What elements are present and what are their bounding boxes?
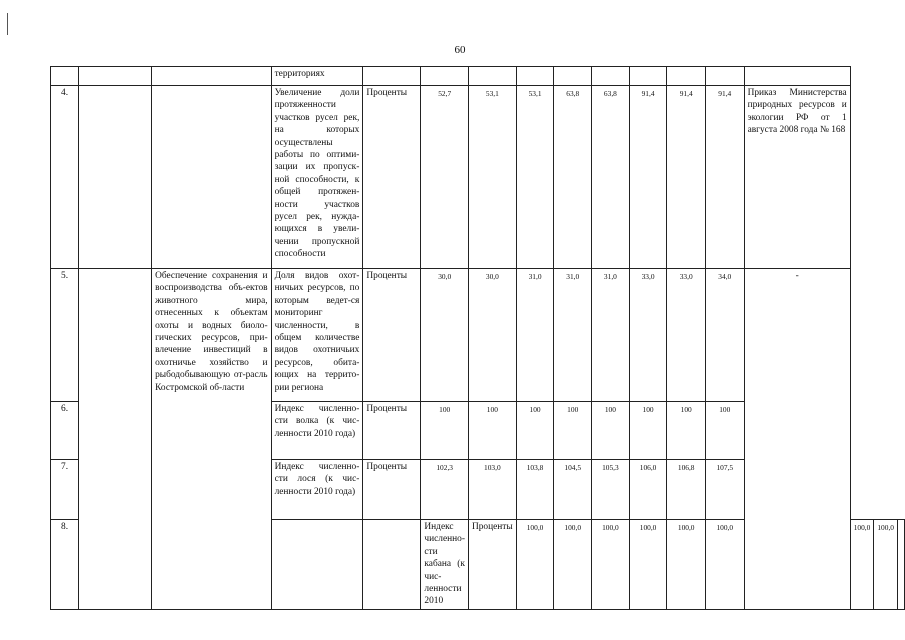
value-cell: 34,0	[705, 269, 744, 402]
value-cell: 100,0	[667, 520, 706, 610]
value-cell: 31,0	[592, 269, 630, 402]
value-cell: 100	[705, 402, 744, 460]
row-number	[51, 67, 79, 86]
value-cell: 104,5	[554, 460, 592, 520]
value-cell	[554, 67, 592, 86]
indicator-cell: Индекс численно-сти лося (к чис-ленности 2010 года)	[271, 460, 363, 520]
value-cell: 100	[667, 402, 706, 460]
row-number: 5.	[51, 269, 79, 402]
value-cell: 100,0	[850, 520, 874, 610]
program-cell	[79, 67, 152, 86]
task-cell: Обеспечение сохранения и воспроизводства объ-ектов животного мира, отнесенных к объектам охоты и водных биоло-гических ресурсов, при-влечение инвестиций в охотничье хозяйство и рыбодобывающую от-расль Костромской об-ласти	[152, 269, 271, 610]
value-cell: 52,7	[421, 86, 469, 269]
value-cell: 100,0	[629, 520, 667, 610]
value-cell	[705, 67, 744, 86]
value-cell: 91,4	[667, 86, 706, 269]
value-cell: 53,1	[516, 86, 554, 269]
unit-cell: Проценты	[363, 460, 421, 520]
value-cell: 63,8	[554, 86, 592, 269]
indicator-cell: Доля видов охот-ничьих ресурсов, по которым ведет-ся мониторинг численности, в общем количестве видов охотничьих ресурсов, обита-ющих на террито-рии региона	[271, 269, 363, 402]
value-cell: 100	[516, 402, 554, 460]
source-cell	[744, 67, 850, 86]
value-cell: 63,8	[592, 86, 630, 269]
value-cell: 103,0	[468, 460, 516, 520]
page-number: 60	[454, 44, 466, 56]
source-cell: Приказ Министерства природных ресурсов и экологии РФ от 1 августа 2008 года № 168	[744, 86, 850, 269]
row-number: 7.	[51, 460, 79, 520]
value-cell: 100,0	[592, 520, 630, 610]
program-cell	[79, 86, 152, 269]
value-cell: 100	[629, 402, 667, 460]
value-cell: 31,0	[516, 269, 554, 402]
value-cell: 100	[421, 402, 469, 460]
task-cell	[152, 67, 271, 86]
value-cell	[468, 67, 516, 86]
value-cell: 100	[554, 402, 592, 460]
value-cell	[667, 67, 706, 86]
task-cell	[363, 520, 421, 610]
unit-cell: Проценты	[468, 520, 516, 610]
indicator-cell: Увеличение доли протяженности участков русел рек, на которых осуществлены работы по оптими-зации их пропуск-ной способности, к общей протяжен-ности участков русел рек, нужда-ющихся в увели-чении пропускной способности	[271, 86, 363, 269]
value-cell: 106,8	[667, 460, 706, 520]
indicator-cell: Индекс численно-сти волка (к чис-ленности 2010 года)	[271, 402, 363, 460]
value-cell: 107,5	[705, 460, 744, 520]
value-cell: 91,4	[629, 86, 667, 269]
value-cell: 103,8	[516, 460, 554, 520]
program-cell	[79, 269, 152, 610]
table-row	[51, 67, 905, 86]
value-cell	[592, 67, 630, 86]
value-cell	[421, 67, 469, 86]
indicator-cell: Индекс численно-сти кабана (к чис-ленности 2010	[421, 520, 469, 610]
value-cell: 30,0	[468, 269, 516, 402]
row-number: 6.	[51, 402, 79, 460]
row-number: 8.	[51, 520, 79, 610]
value-cell	[629, 67, 667, 86]
value-cell: 102,3	[421, 460, 469, 520]
margin-mark	[7, 13, 8, 35]
unit-cell: Проценты	[363, 402, 421, 460]
value-cell: 100,0	[516, 520, 554, 610]
value-cell: 33,0	[629, 269, 667, 402]
indicator-cell: территориях	[271, 67, 363, 86]
value-cell: 53,1	[468, 86, 516, 269]
value-cell: 100,0	[874, 520, 898, 610]
value-cell: 100,0	[705, 520, 744, 610]
value-cell: 31,0	[554, 269, 592, 402]
value-cell: 106,0	[629, 460, 667, 520]
task-cell	[152, 86, 271, 269]
source-cell	[898, 520, 905, 610]
table-row	[51, 86, 905, 269]
value-cell: 91,4	[705, 86, 744, 269]
row-number: 4.	[51, 86, 79, 269]
value-cell	[516, 67, 554, 86]
unit-cell: Проценты	[363, 86, 421, 269]
value-cell: 100	[592, 402, 630, 460]
unit-cell: Проценты	[363, 269, 421, 402]
value-cell: 100	[468, 402, 516, 460]
indicators-table	[50, 66, 905, 610]
value-cell: 100,0	[554, 520, 592, 610]
source-cell: -	[744, 269, 850, 610]
value-cell: 30,0	[421, 269, 469, 402]
table-row	[51, 269, 905, 402]
program-cell	[271, 520, 363, 610]
value-cell: 105,3	[592, 460, 630, 520]
unit-cell	[363, 67, 421, 86]
value-cell: 33,0	[667, 269, 706, 402]
